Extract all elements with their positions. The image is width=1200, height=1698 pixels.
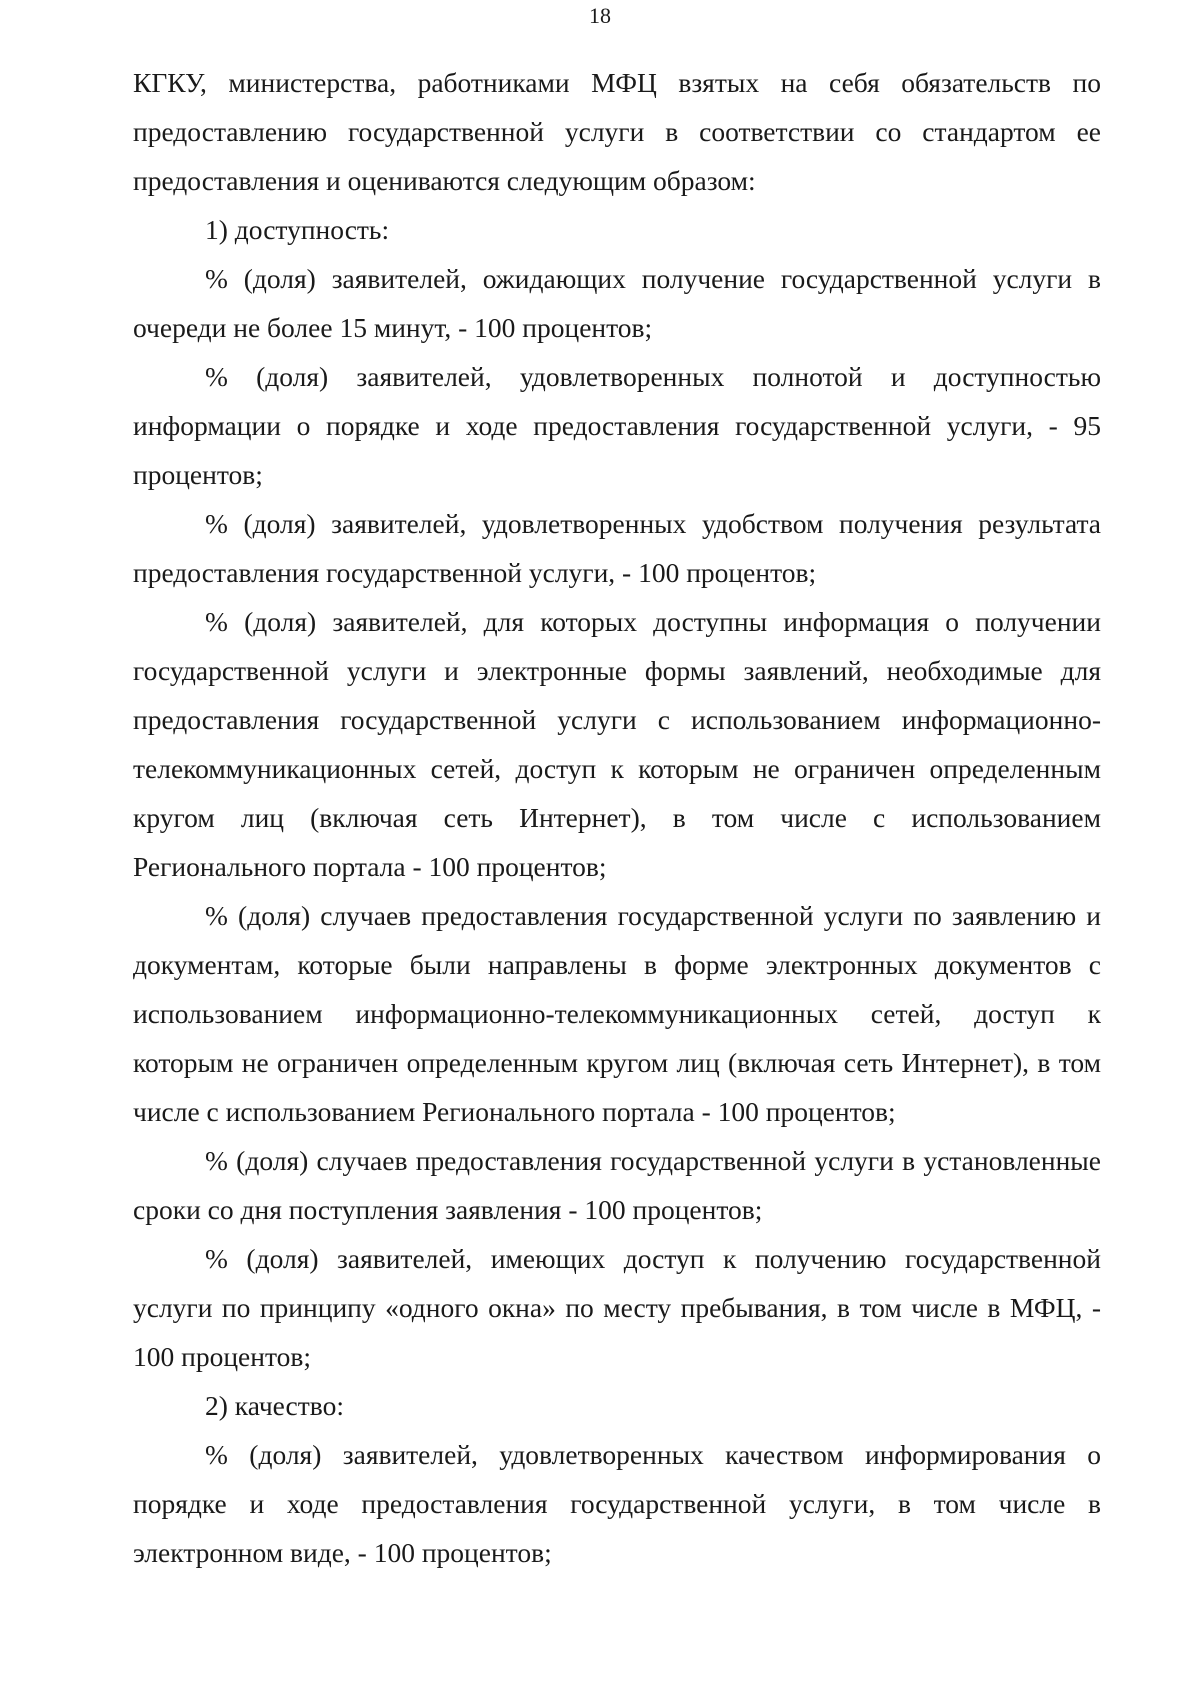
indicator-paragraph: % (доля) заявителей, для которых доступны информация о получении государственной услуги и электронные формы заявлений, необходимые для предоставления государственной услуги с использованием информационно-телекоммуникационных сетей, доступ к которым не ограничен определенным кругом лиц (включая сеть Интернет), в том числе с использованием Регионального портала - 100 процентов; — [133, 606, 1101, 882]
indicator-paragraph: % (доля) случаев предоставления государственной услуги по заявлению и документам, которые были направлены в форме электронных документов с использованием информационно-телекоммуникационных сетей, доступ к которым не ограничен определенным кругом лиц (включая сеть Интернет), в том числе с использованием Регионального портала - 100 процентов; — [133, 900, 1101, 1127]
list-item-accessibility-heading: 1) доступность: — [205, 214, 390, 245]
indicator-paragraph: % (доля) заявителей, имеющих доступ к получению государственной услуги по принципу «одного окна» по месту пребывания, в том числе в МФЦ, - 100 процентов; — [133, 1243, 1101, 1372]
page-number: 18 — [589, 3, 611, 28]
document-body — [133, 58, 1101, 1577]
indicator-paragraph: % (доля) заявителей, удовлетворенных полнотой и доступностью информации о порядке и ходе предоставления государственной услуги, - 95 процентов; — [133, 361, 1101, 490]
indicator-paragraph: % (доля) заявителей, ожидающих получение государственной услуги в очереди не более 15 минут, - 100 процентов; — [133, 263, 1101, 343]
indicator-paragraph: % (доля) случаев предоставления государственной услуги в установленные сроки со дня поступления заявления - 100 процентов; — [133, 1145, 1101, 1225]
paragraph-continuation: КГКУ, министерства, работниками МФЦ взятых на себя обязательств по предоставлению государственной услуги в соответствии со стандартом ее предоставления и оцениваются следующим образом: — [133, 67, 1101, 196]
list-item-quality-heading: 2) качество: — [205, 1390, 344, 1421]
indicator-paragraph: % (доля) заявителей, удовлетворенных удобством получения результата предоставления государственной услуги, - 100 процентов; — [133, 508, 1101, 588]
indicator-paragraph: % (доля) заявителей, удовлетворенных качеством информирования о порядке и ходе предоставления государственной услуги, в том числе в электронном виде, - 100 процентов; — [133, 1439, 1101, 1568]
